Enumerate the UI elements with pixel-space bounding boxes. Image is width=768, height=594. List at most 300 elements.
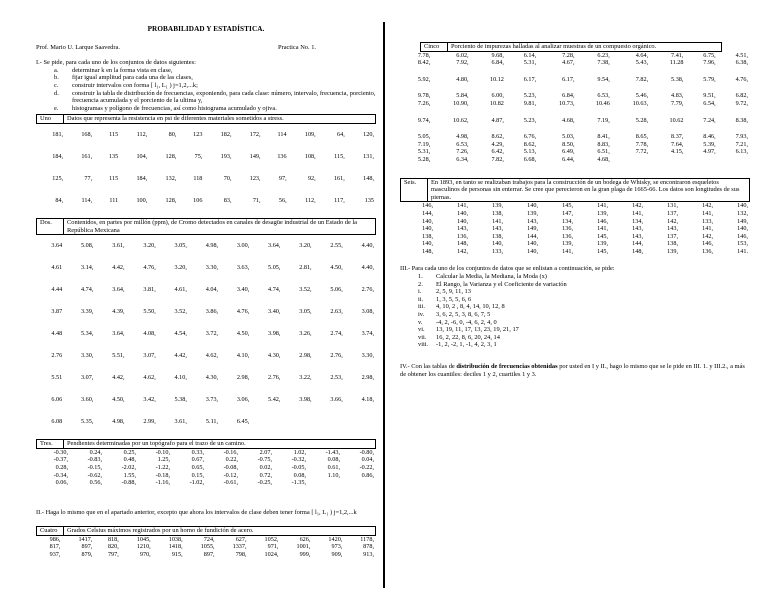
table-cell: 9.74, bbox=[417, 116, 431, 124]
dataset-1-desc: Datos que representa la resistencia en psi de diferentes materiales sometidos a stress. bbox=[67, 115, 284, 123]
section-1-list bbox=[36, 67, 376, 113]
table-row bbox=[36, 257, 376, 279]
table-cell bbox=[345, 411, 376, 433]
table-cell: 140, bbox=[492, 240, 503, 248]
table-cell: 149, bbox=[249, 153, 261, 161]
table-cell: 7.41, bbox=[671, 51, 684, 59]
list-item-text: construir la tabla de distribución de frecuencias, exponiendo, para cada clase: número, intervalo, frecuencia, porciento, frecuencia acumulada y el porciento de la ultima y, bbox=[72, 89, 376, 105]
table-cell: 4.74, bbox=[81, 286, 94, 294]
table-cell: 1045, bbox=[136, 535, 151, 543]
table-cell: 3.14, bbox=[81, 264, 94, 272]
table-cell: -0.80, bbox=[359, 448, 374, 456]
list-item-key: 1. bbox=[418, 273, 423, 281]
table-cell: 168, bbox=[81, 131, 93, 139]
table-cell: 818, bbox=[107, 535, 119, 543]
table-cell: 139, bbox=[597, 209, 608, 217]
dataset-2-header bbox=[36, 218, 376, 235]
table-cell: 3.20, bbox=[143, 242, 156, 250]
table-cell: 10.73, bbox=[559, 99, 575, 107]
table-cell: 114, bbox=[81, 197, 93, 205]
table-cell: 5.23, bbox=[523, 116, 537, 124]
table-cell: 4.62, bbox=[143, 374, 156, 382]
dataset-5-desc: Porciento de impurezas halladas al analizar muestras de un compuesto orgánico. bbox=[451, 43, 657, 50]
section-4-text bbox=[400, 363, 750, 378]
table-cell: 7.38, bbox=[597, 59, 610, 67]
table-cell: 132, bbox=[165, 175, 177, 183]
list-item bbox=[400, 303, 750, 311]
table-cell: 10.12 bbox=[489, 75, 504, 83]
table-cell: 3.52, bbox=[299, 286, 312, 294]
table-cell: 626, bbox=[299, 535, 311, 543]
table-cell: 141, bbox=[702, 209, 713, 217]
table-cell: 3.30, bbox=[205, 264, 219, 272]
table-cell: -0.62, bbox=[87, 471, 102, 479]
table-row bbox=[36, 456, 376, 464]
table-row bbox=[400, 148, 750, 156]
table-cell: -0.16, bbox=[223, 448, 238, 456]
list-item-key: iv. bbox=[418, 311, 425, 319]
table-cell: 4.61 bbox=[51, 264, 63, 272]
table-cell: 2.98, bbox=[361, 374, 374, 382]
table-cell: 133, bbox=[492, 247, 503, 255]
table-cell: 4.76, bbox=[143, 264, 156, 272]
table-cell: 4.39, bbox=[112, 308, 125, 316]
table-cell: 5.38, bbox=[671, 75, 684, 83]
table-cell: 3.64 bbox=[51, 242, 63, 250]
table-cell: 2.76, bbox=[330, 352, 343, 360]
table-cell: 7.78, bbox=[417, 51, 431, 59]
table-cell: 146, bbox=[422, 202, 433, 210]
list-item bbox=[36, 74, 376, 82]
column-divider bbox=[383, 22, 385, 588]
table-cell: 1024, bbox=[264, 551, 279, 559]
table-cell: 4.68, bbox=[597, 155, 610, 163]
table-cell: 5.35, bbox=[81, 418, 94, 426]
table-cell: 3.87 bbox=[51, 308, 63, 316]
table-cell: 0.04, bbox=[361, 456, 374, 464]
table-cell: 2.99, bbox=[143, 418, 156, 426]
table-cell: 3.39, bbox=[81, 308, 94, 316]
list-item-text: histogramas y polígono de frecuencias, así como histograma acumulado y ojiva. bbox=[72, 104, 277, 112]
table-cell: 5.42, bbox=[268, 396, 281, 404]
table-row bbox=[36, 464, 376, 472]
table-cell: 5.05, bbox=[417, 133, 431, 141]
table-cell: 9.72, bbox=[735, 99, 748, 107]
table-cell: 148, bbox=[422, 247, 433, 255]
table-cell: 5.39, bbox=[703, 140, 716, 148]
table-cell: 146, bbox=[702, 240, 713, 248]
table-cell: -1.22, bbox=[155, 463, 170, 471]
table-cell: 140, bbox=[457, 209, 468, 217]
table-cell: 146, bbox=[597, 217, 608, 225]
table-cell: 5.84, bbox=[456, 92, 469, 100]
table-cell: 141, bbox=[597, 225, 608, 233]
table-cell: 108, bbox=[304, 153, 316, 161]
table-cell: 5.13, bbox=[523, 148, 537, 156]
table-cell: 1420, bbox=[328, 535, 343, 543]
table-cell: 144, bbox=[422, 209, 433, 217]
dataset-6-header bbox=[400, 178, 750, 203]
table-cell: 100, bbox=[136, 197, 148, 205]
table-cell: 143, bbox=[492, 225, 503, 233]
table-cell: 909, bbox=[331, 551, 343, 559]
section-3-sets bbox=[400, 288, 750, 349]
table-cell: -0.10, bbox=[155, 448, 170, 456]
table-cell: 3.30, bbox=[361, 352, 374, 360]
table-cell: 5.28, bbox=[635, 116, 649, 124]
table-cell: 3.98, bbox=[299, 396, 312, 404]
list-item-text: 4, 10, 2 , 8, 4, 14, 10, 12, 8 bbox=[436, 303, 505, 311]
table-cell: 3.26, bbox=[299, 330, 312, 338]
table-cell: 3.06, bbox=[236, 396, 250, 404]
table-cell: 8.62, bbox=[523, 140, 537, 148]
table-cell: 8.41, bbox=[597, 133, 610, 141]
table-row bbox=[36, 472, 376, 480]
table-cell: 2.76, bbox=[268, 374, 281, 382]
table-cell: -0.12, bbox=[223, 471, 238, 479]
section-4-part-a: IV.- Con las tablas de bbox=[400, 363, 457, 370]
table-cell: 7.21, bbox=[735, 140, 748, 148]
table-cell: 8.46, bbox=[703, 133, 716, 141]
table-cell: 4.67, bbox=[562, 59, 575, 67]
list-item-text: construir intervalos con forma [ l₁, L₁ ) j=1,2,...k; bbox=[72, 81, 198, 89]
table-row bbox=[400, 59, 750, 67]
table-cell: 4.87, bbox=[491, 116, 504, 124]
dataset-3-header bbox=[36, 439, 376, 449]
table-row bbox=[36, 279, 376, 301]
dataset-3-desc: Pendientes determinadas por un topógrafo para el trazo de un camino. bbox=[67, 440, 246, 448]
table-cell: 128, bbox=[165, 153, 177, 161]
table-cell: 142, bbox=[457, 247, 468, 255]
table-cell: 135 bbox=[364, 197, 374, 205]
dataset-2-tag: Dos. bbox=[37, 219, 64, 234]
list-item bbox=[400, 273, 750, 281]
table-cell: 4.98, bbox=[112, 418, 125, 426]
table-cell: 75, bbox=[194, 153, 203, 161]
table-cell: 182, bbox=[220, 131, 232, 139]
table-cell: 8.65, bbox=[635, 133, 649, 141]
table-cell: 2.98, bbox=[299, 352, 312, 360]
table-cell: 6.14, bbox=[523, 51, 537, 59]
list-item-key: iii. bbox=[418, 303, 425, 311]
table-cell: 2.07, bbox=[259, 448, 272, 456]
table-cell: 184, bbox=[136, 175, 148, 183]
table-cell: 3.00, bbox=[236, 242, 250, 250]
table-cell: 4.48 bbox=[51, 330, 63, 338]
table-cell bbox=[718, 156, 750, 164]
table-cell: 4.50, bbox=[330, 264, 343, 272]
table-cell: 878, bbox=[363, 543, 374, 551]
table-row bbox=[36, 168, 376, 190]
table-row bbox=[400, 52, 750, 60]
list-item-key: 2. bbox=[418, 280, 423, 288]
table-cell: 143, bbox=[632, 225, 643, 233]
table-cell: -0.61, bbox=[223, 479, 238, 487]
table-row bbox=[36, 190, 376, 212]
list-item-text: 2, 5, 9, 11, 13 bbox=[436, 288, 471, 296]
table-cell: 4.40, bbox=[361, 242, 374, 250]
table-cell: 118 bbox=[193, 175, 203, 183]
table-cell: 1001, bbox=[296, 543, 311, 551]
table-cell: 4.76, bbox=[236, 308, 250, 316]
table-row bbox=[36, 411, 376, 433]
table-row bbox=[36, 551, 376, 559]
table-cell: 140, bbox=[527, 202, 538, 210]
table-cell: 7.96, bbox=[703, 59, 716, 67]
dataset-5-tag: Cinco bbox=[421, 43, 448, 51]
table-cell: 141, bbox=[562, 247, 573, 255]
table-cell: 2.76, bbox=[361, 286, 374, 294]
table-cell: 10.62, bbox=[453, 116, 469, 124]
table-cell: 3.74, bbox=[361, 330, 374, 338]
table-cell: 144, bbox=[527, 232, 538, 240]
list-item bbox=[36, 82, 376, 90]
table-cell bbox=[685, 156, 717, 164]
table-cell: 136, bbox=[457, 232, 468, 240]
table-cell: 109, bbox=[304, 131, 316, 139]
table-row bbox=[36, 124, 376, 146]
list-item bbox=[400, 326, 750, 334]
table-cell: 1.10, bbox=[327, 471, 340, 479]
table-cell: 879, bbox=[81, 551, 93, 559]
table-cell: 1337, bbox=[232, 543, 247, 551]
table-cell: 136, bbox=[562, 225, 573, 233]
table-cell: 3.07, bbox=[143, 352, 156, 360]
table-cell: 2.98, bbox=[236, 374, 250, 382]
table-cell: 145, bbox=[597, 247, 608, 255]
table-cell: 1038, bbox=[168, 535, 183, 543]
table-cell: 2.53, bbox=[330, 374, 343, 382]
table-cell: 6.76, bbox=[523, 133, 537, 141]
table-cell: 144, bbox=[632, 240, 643, 248]
table-cell: 112, bbox=[136, 131, 148, 139]
table-cell: 9.78, bbox=[417, 92, 431, 100]
table-cell: 3.86, bbox=[205, 308, 219, 316]
table-cell: 71, bbox=[252, 197, 261, 205]
table-cell: 8.62, bbox=[491, 133, 504, 141]
author-line bbox=[36, 44, 376, 52]
table-cell: 141, bbox=[457, 202, 468, 210]
table-cell: 3.05, bbox=[299, 308, 312, 316]
table-cell: 132, bbox=[737, 209, 748, 217]
table-cell: 141, bbox=[492, 217, 503, 225]
table-cell: 913, bbox=[363, 551, 374, 559]
table-row bbox=[400, 210, 750, 218]
table-cell: 0.28, bbox=[55, 463, 68, 471]
table-cell: 138, bbox=[492, 209, 503, 217]
table-cell bbox=[342, 479, 376, 487]
table-cell: 2.55, bbox=[330, 242, 343, 250]
list-item-text: determinar k en la forma vista en clase, bbox=[72, 66, 173, 74]
table-cell: 5.28, bbox=[417, 155, 431, 163]
table-cell: 7.82, bbox=[635, 75, 649, 83]
table-cell: 80, bbox=[168, 131, 177, 139]
section-4-part-c: por usted en I y II., hago lo mismo que se le pide en III. 1. y III.2., a más de obtener los cuantiles: deciles 1 y 2, cuartiles 1 y 3. bbox=[400, 363, 745, 378]
list-item bbox=[400, 334, 750, 342]
table-cell: 798, bbox=[235, 551, 247, 559]
table-cell: 2.74, bbox=[330, 330, 343, 338]
table-cell: 6.45, bbox=[236, 418, 250, 426]
table-cell: 4.30, bbox=[205, 374, 219, 382]
table-row bbox=[36, 367, 376, 389]
table-cell bbox=[650, 156, 685, 164]
table-cell: 123, bbox=[249, 175, 261, 183]
table-cell: -0.08, bbox=[223, 463, 238, 471]
table-cell: 6.54, bbox=[703, 99, 716, 107]
table-cell: 141. bbox=[737, 247, 748, 255]
table-cell: 4.74, bbox=[268, 286, 281, 294]
table-cell: 114 bbox=[277, 131, 287, 139]
table-row bbox=[400, 156, 750, 164]
table-cell: 0.72, bbox=[259, 471, 272, 479]
table-cell: 141, bbox=[702, 225, 713, 233]
table-cell: 0.06, bbox=[55, 479, 68, 487]
table-cell: 149, bbox=[527, 225, 538, 233]
dataset-4-header bbox=[36, 526, 376, 536]
dataset-6-desc: En 1893, en tanto se realizaban trabajos para la construcción de un bodega de Whisky, se encontraron esqueletos masculinos de personas sin enterrar. Se cree que perecieron en la gran plaga de 1665-66. Los datos son longitudes de sus piernas. bbox=[431, 178, 740, 201]
table-cell: 92, bbox=[307, 175, 316, 183]
table-cell: -0.34, bbox=[53, 471, 68, 479]
table-cell: 111 bbox=[109, 197, 119, 205]
table-cell: 184, bbox=[52, 153, 64, 161]
table-cell: -0.22, bbox=[359, 463, 374, 471]
table-row bbox=[400, 202, 750, 210]
list-item-key: d. bbox=[54, 89, 59, 97]
table-cell: 5.31, bbox=[417, 148, 431, 156]
table-cell: 161, bbox=[81, 153, 93, 161]
section-3-intro: III.- Para cada uno de los conjuntos de datos que se enlistan a continuación, se pide: bbox=[400, 265, 615, 273]
table-cell: 7.26, bbox=[417, 99, 431, 107]
table-cell: 141, bbox=[632, 209, 643, 217]
table-cell: 142, bbox=[632, 202, 643, 210]
table-cell: 4.64, bbox=[635, 51, 649, 59]
table-cell: 143, bbox=[457, 225, 468, 233]
table-cell: 5.34, bbox=[81, 330, 94, 338]
table-cell: 7.28, bbox=[562, 51, 575, 59]
table-cell: 4.50, bbox=[112, 396, 125, 404]
left-column bbox=[36, 0, 376, 559]
table-cell: 6.53, bbox=[456, 140, 469, 148]
table-cell: 138, bbox=[667, 240, 678, 248]
table-cell: 6.84, bbox=[491, 59, 504, 67]
dataset-1-table bbox=[36, 124, 376, 212]
section-2-text: II.- Haga lo mismo que en el apartado anterior, excepto que ahora los intervalos de clase deben tener forma [ l₁, L₁ ) j=1,2,...k bbox=[36, 508, 357, 516]
dataset-4-table bbox=[36, 536, 376, 559]
section-1-intro: I.- Se pide, para cada uno de los conjuntos de datos siguientes: bbox=[36, 59, 196, 67]
table-cell: 115 bbox=[109, 175, 119, 183]
table-cell: 4.50, bbox=[236, 330, 250, 338]
table-cell: 9.81, bbox=[523, 99, 537, 107]
table-cell: 4.42, bbox=[112, 264, 125, 272]
table-cell: 4.42, bbox=[174, 352, 187, 360]
list-item-text: Calcular la Media, la Mediana, la Moda (x) bbox=[436, 273, 547, 281]
table-cell: 6.84, bbox=[562, 92, 575, 100]
table-cell: 937, bbox=[49, 551, 61, 559]
table-cell: 136, bbox=[702, 247, 713, 255]
table-cell: 3.64, bbox=[112, 286, 125, 294]
table-cell: 0.86, bbox=[361, 471, 374, 479]
table-cell: 131, bbox=[667, 202, 678, 210]
table-cell: 139, bbox=[597, 240, 608, 248]
table-cell: 6.75, bbox=[703, 51, 716, 59]
table-cell: 142, bbox=[702, 232, 713, 240]
list-item-text: 1, 3, 5, 5, 6, 6 bbox=[436, 295, 472, 303]
table-cell: 131, bbox=[363, 153, 374, 161]
table-cell: 986, bbox=[49, 535, 61, 543]
list-item bbox=[400, 341, 750, 349]
table-cell: 125, bbox=[52, 175, 64, 183]
table-cell: 3.72, bbox=[205, 330, 219, 338]
table-cell: 147, bbox=[562, 209, 573, 217]
author-name: Prof. Mario U. Larque Saavedra. bbox=[36, 43, 120, 51]
table-row bbox=[36, 345, 376, 367]
table-cell: 4.30, bbox=[268, 352, 281, 360]
table-cell: 138, bbox=[492, 232, 503, 240]
table-cell: 134, bbox=[632, 217, 643, 225]
table-cell: 77, bbox=[84, 175, 93, 183]
table-cell: 5.05, bbox=[268, 264, 281, 272]
table-cell: 2.63, bbox=[330, 308, 343, 316]
table-cell: 140, bbox=[422, 217, 433, 225]
list-item-key: a. bbox=[54, 66, 59, 74]
table-cell: 3.22, bbox=[299, 374, 312, 382]
table-cell: 140, bbox=[737, 202, 748, 210]
list-item-key: i. bbox=[418, 288, 422, 296]
table-cell: 143, bbox=[632, 232, 643, 240]
table-cell: 140, bbox=[457, 217, 468, 225]
table-cell: 627, bbox=[235, 535, 247, 543]
table-cell: 5.06, bbox=[330, 286, 343, 294]
table-cell: 1.25, bbox=[157, 456, 170, 464]
table-cell: 820, bbox=[107, 543, 119, 551]
table-cell: 0.33, bbox=[191, 448, 204, 456]
table-cell: 7.24, bbox=[703, 116, 716, 124]
table-cell: 120, bbox=[363, 131, 374, 139]
table-cell: 140, bbox=[422, 225, 433, 233]
right-column bbox=[400, 0, 750, 378]
table-cell: 4.98, bbox=[205, 242, 219, 250]
table-cell: 897, bbox=[203, 551, 215, 559]
table-cell: 10.62 bbox=[669, 116, 684, 124]
table-row bbox=[36, 536, 376, 544]
dataset-6-table bbox=[400, 202, 750, 255]
list-item bbox=[400, 288, 750, 296]
section-3 bbox=[400, 265, 750, 349]
table-row bbox=[400, 248, 750, 256]
table-cell: 3.81, bbox=[143, 286, 156, 294]
table-cell: 142, bbox=[702, 202, 713, 210]
table-cell: 10.90, bbox=[453, 99, 469, 107]
table-cell bbox=[308, 479, 342, 487]
table-cell: 135 bbox=[108, 153, 119, 161]
dataset-5-header bbox=[420, 42, 722, 52]
table-cell: 999, bbox=[299, 551, 311, 559]
list-item bbox=[36, 105, 376, 113]
list-item-text: 16, 2, 22, 8, 6, 20, 24, 14 bbox=[436, 333, 500, 341]
table-cell: 3.73, bbox=[205, 396, 219, 404]
table-cell: 0.15, bbox=[191, 471, 204, 479]
table-cell: -0.37, bbox=[53, 456, 68, 464]
table-cell: 3.63, bbox=[236, 264, 250, 272]
table-row bbox=[400, 108, 750, 125]
dataset-3-tag: Tres. bbox=[37, 440, 64, 448]
table-cell: 148, bbox=[632, 247, 643, 255]
table-cell: 10.82 bbox=[489, 99, 504, 107]
list-item bbox=[400, 281, 750, 289]
table-cell: 4.29, bbox=[491, 140, 504, 148]
table-cell: 9.68, bbox=[491, 51, 504, 59]
table-cell: 3.20, bbox=[299, 242, 312, 250]
